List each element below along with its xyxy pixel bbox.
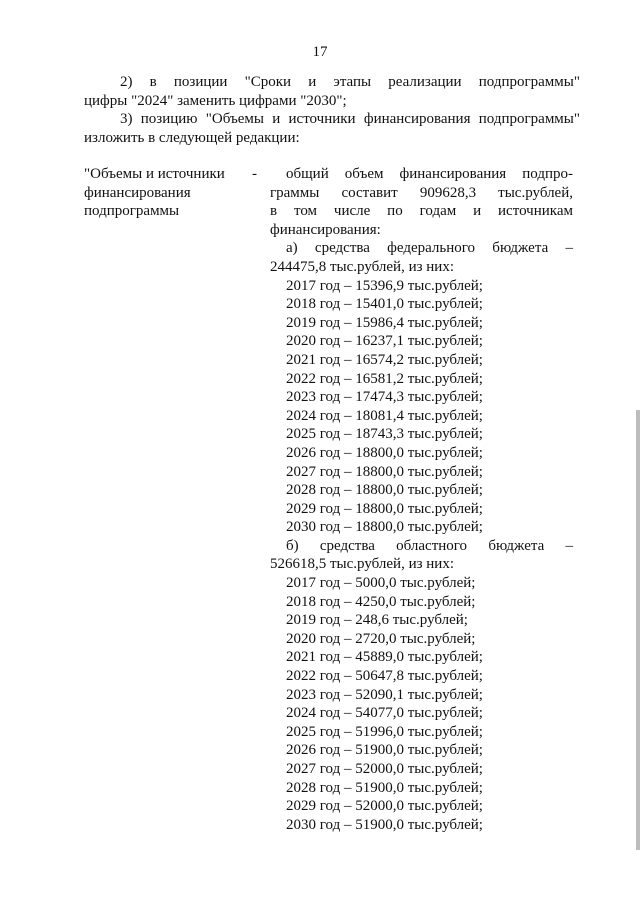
scan-edge-shadow — [636, 410, 640, 850]
item-3-line-1: 3) позицию "Объемы и источники финансирования подпрограммы" — [120, 111, 580, 127]
table-label-line: финансирования — [84, 184, 191, 201]
item-2-line-1: 2) в позиции "Сроки и этапы реализации подпрограммы" — [120, 74, 580, 90]
regional-year-line: 2017 год – 5000,0 тыс.рублей; — [286, 575, 476, 592]
regional-year-line: 2029 год – 52000,0 тыс.рублей; — [286, 798, 483, 815]
federal-year-line: 2018 год – 15401,0 тыс.рублей; — [286, 296, 483, 313]
table-value-cell — [270, 165, 573, 834]
federal-year-line: 2022 год – 16581,2 тыс.рублей; — [286, 370, 483, 387]
page-number: 17 — [312, 44, 328, 60]
regional-year-line: 2027 год – 52000,0 тыс.рублей; — [286, 761, 483, 777]
item-2-paragraph — [84, 73, 580, 110]
federal-year-line: 2029 год – 18800,0 тыс.рублей; — [286, 500, 483, 517]
federal-year-line: 2030 год – 18800,0 тыс.рублей; — [286, 519, 483, 536]
federal-year-line: 2017 год – 15396,9 тыс.рублей; — [286, 277, 483, 294]
total-line: финансирования: — [270, 221, 381, 238]
regional-year-line: 2026 год – 51900,0 тыс.рублей; — [286, 742, 483, 759]
regional-header-line: б) средства областного бюджета – — [286, 537, 573, 554]
regional-year-line: 2018 год – 4250,0 тыс.рублей; — [286, 593, 476, 610]
regional-year-line: 2022 год – 50647,8 тыс.рублей; — [286, 668, 483, 685]
federal-year-line: 2026 год – 18800,0 тыс.рублей; — [286, 444, 483, 461]
table-label-line: "Объемы и источники — [84, 166, 225, 182]
regional-year-line: 2028 год – 51900,0 тыс.рублей; — [286, 779, 483, 796]
regional-year-line: 2024 год – 54077,0 тыс.рублей; — [286, 705, 483, 722]
total-line: в том числе по годам и источникам — [270, 203, 573, 220]
federal-year-line: 2020 год – 16237,1 тыс.рублей; — [286, 333, 483, 350]
regional-year-line: 2030 год – 51900,0 тыс.рублей; — [286, 816, 483, 833]
regional-year-line: 2019 год – 248,6 тыс.рублей; — [286, 612, 468, 629]
federal-year-line: 2023 год – 17474,3 тыс.рублей; — [286, 389, 483, 406]
regional-year-line: 2023 год – 52090,1 тыс.рублей; — [286, 686, 483, 703]
regional-year-line: 2021 год – 45889,0 тыс.рублей; — [286, 649, 483, 666]
federal-year-line: 2028 год – 18800,0 тыс.рублей; — [286, 482, 483, 499]
federal-year-line: 2019 год – 15986,4 тыс.рублей; — [286, 314, 483, 331]
federal-year-line: 2021 год – 16574,2 тыс.рублей; — [286, 351, 483, 368]
item-3-line-2: изложить в следующей редакции: — [84, 129, 300, 146]
regional-year-line: 2020 год – 2720,0 тыс.рублей; — [286, 630, 476, 647]
table-label-line: подпрограммы — [84, 203, 180, 219]
regional-header-line: 526618,5 тыс.рублей, из них: — [270, 556, 454, 573]
federal-year-line: 2024 год – 18081,4 тыс.рублей; — [286, 407, 483, 424]
federal-header-line: а) средства федерального бюджета – — [286, 240, 573, 257]
table-dash: - — [252, 166, 257, 182]
total-line: общий объем финансирования подпро- — [286, 166, 573, 182]
regional-year-line: 2025 год – 51996,0 тыс.рублей; — [286, 723, 483, 740]
table-label-cell — [84, 165, 244, 221]
item-3-paragraph — [84, 110, 580, 147]
federal-year-line: 2027 год – 18800,0 тыс.рублей; — [286, 463, 483, 480]
federal-header-line: 244475,8 тыс.рублей, из них: — [270, 258, 454, 275]
item-2-line-2: цифры "2024" заменить цифрами "2030"; — [84, 92, 347, 109]
total-line: граммы составит 909628,3 тыс.рублей, — [270, 184, 573, 201]
federal-year-line: 2025 год – 18743,3 тыс.рублей; — [286, 426, 483, 443]
